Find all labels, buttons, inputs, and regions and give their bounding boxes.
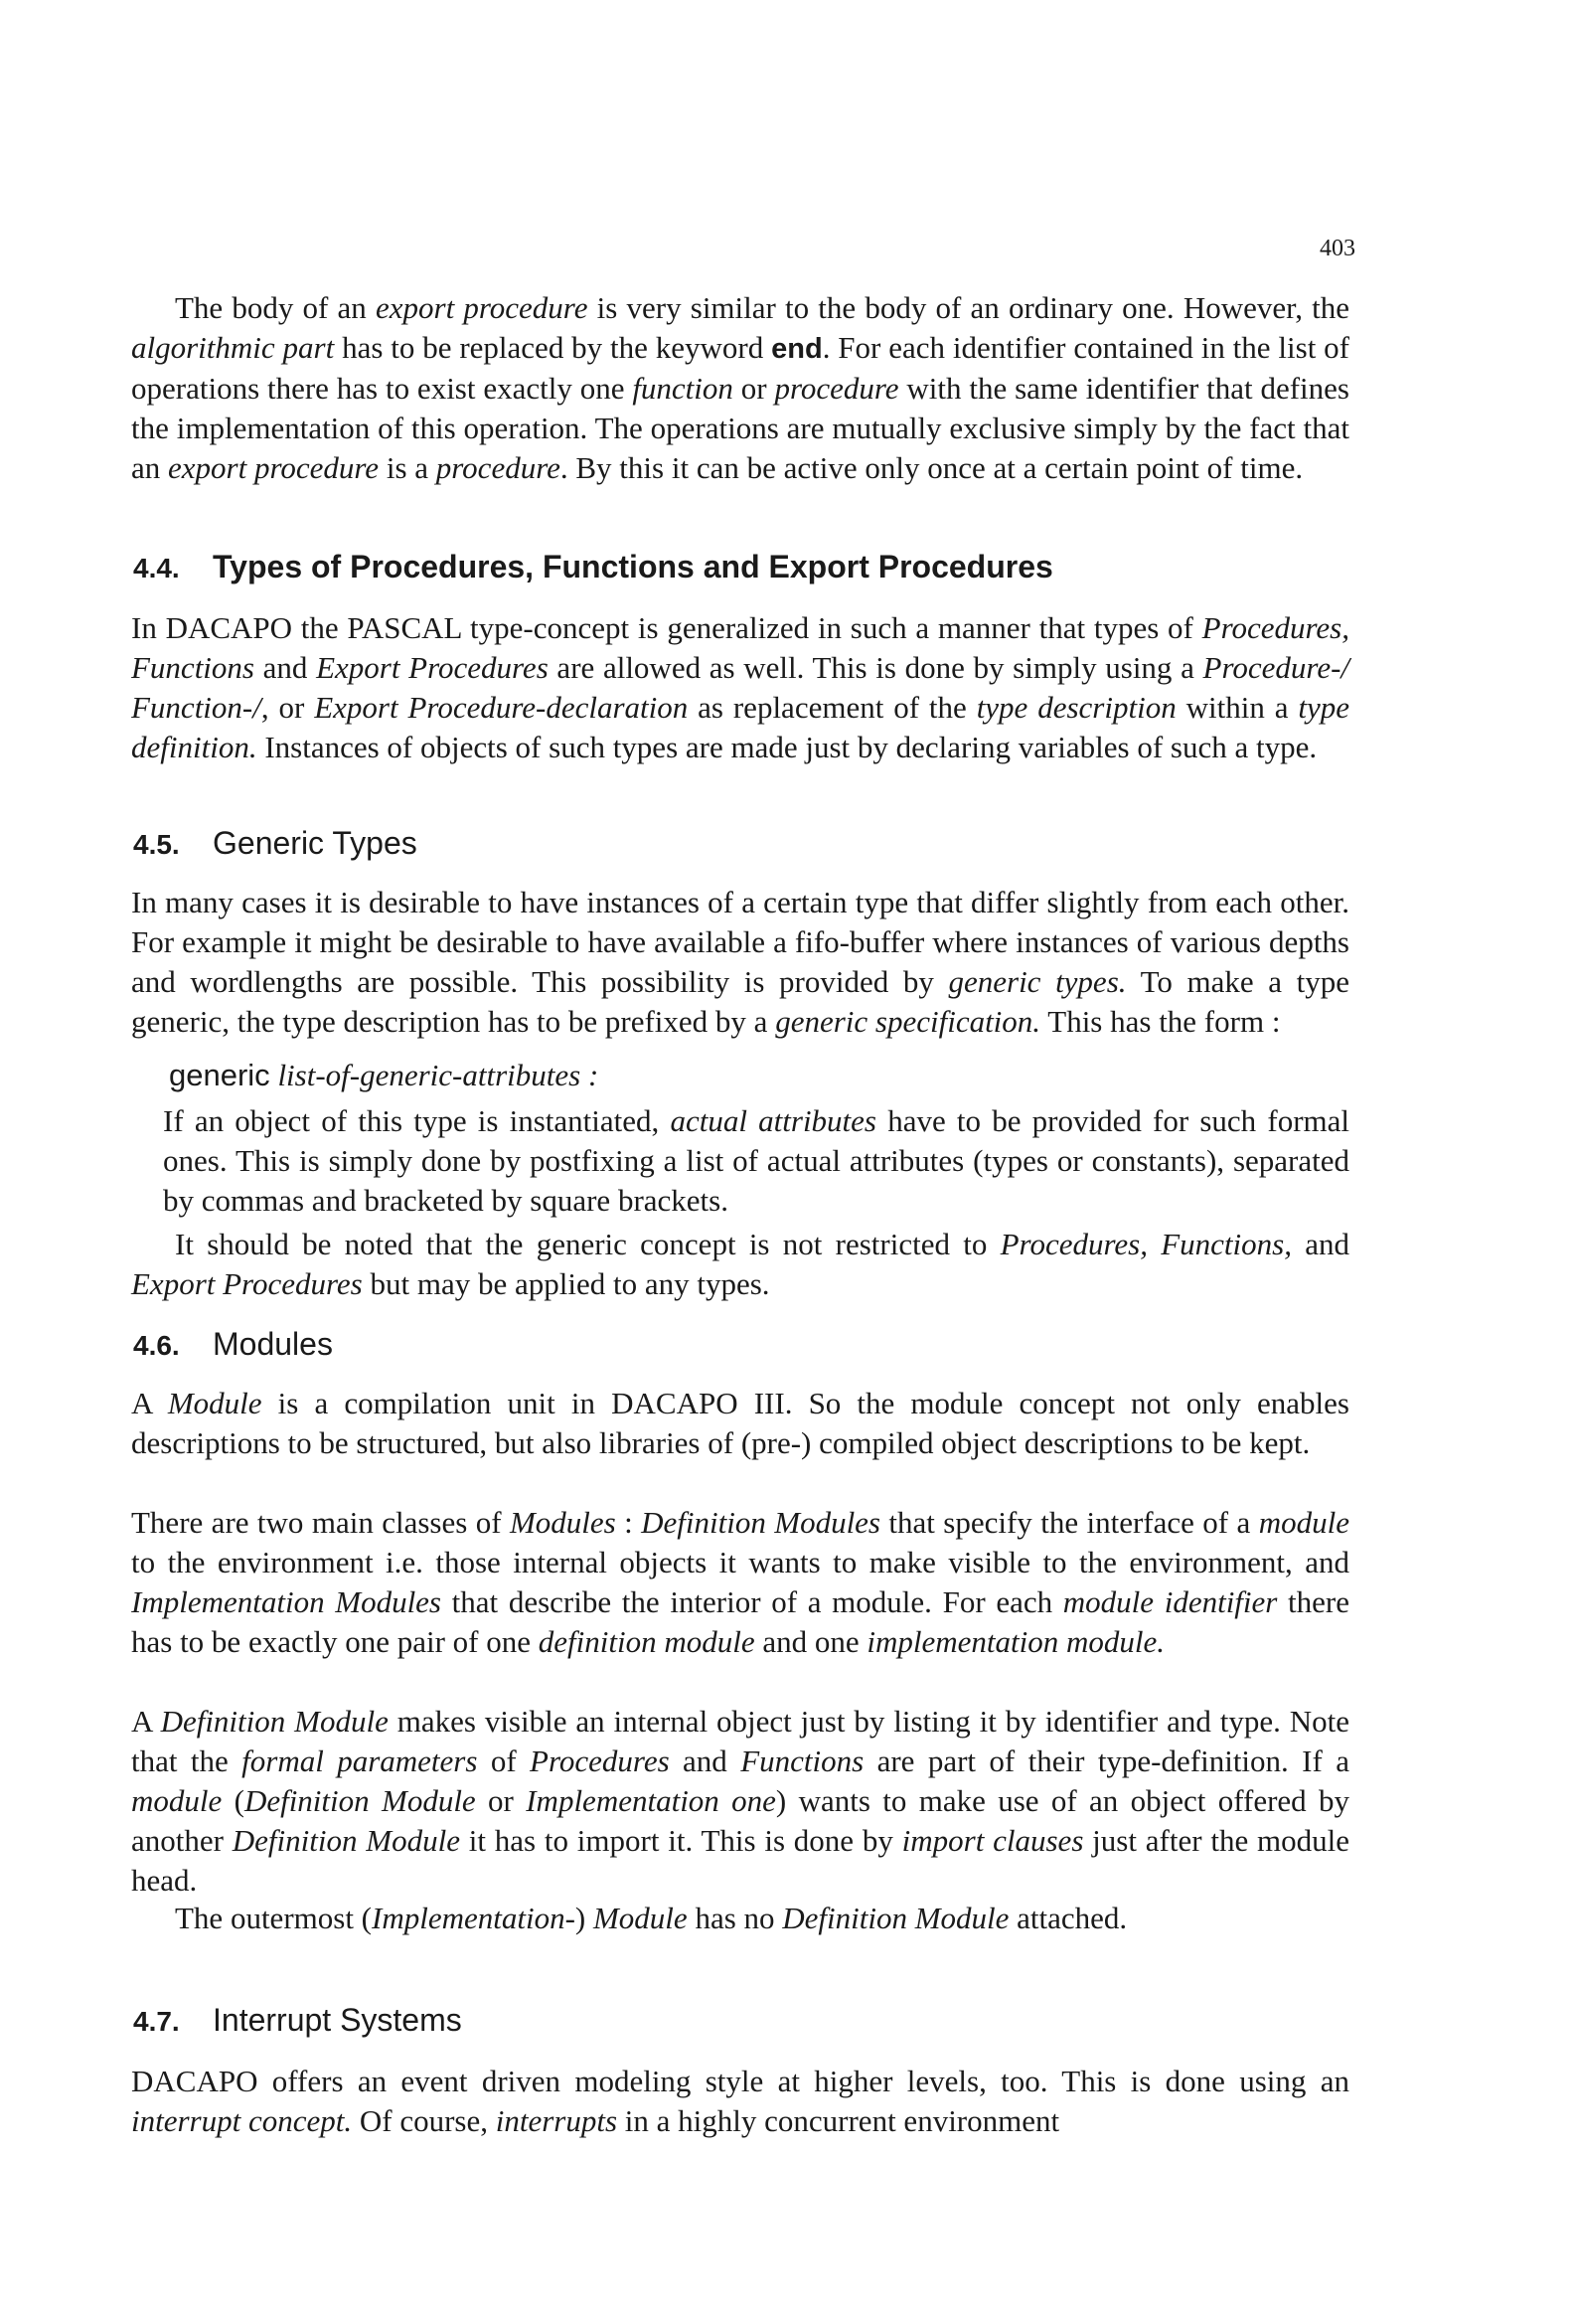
text-run: . By this it can be active only once at a certain point of time.: [559, 450, 1304, 485]
text-run: and: [254, 650, 317, 685]
text-run: but may be applied to any types.: [362, 1266, 770, 1301]
emphasis: Export Procedures: [316, 650, 549, 685]
text-run: A: [131, 1704, 161, 1739]
text-run: If an object of this type is instantiated,: [163, 1103, 671, 1138]
emphasis: Implementation one: [526, 1783, 776, 1818]
text-run: of: [477, 1743, 531, 1778]
intro-paragraph: [131, 288, 1349, 488]
text-run: that specify the interface of a: [880, 1505, 1259, 1540]
emphasis: type description: [976, 690, 1177, 725]
emphasis: procedure: [435, 450, 560, 485]
emphasis: export procedure: [168, 450, 380, 485]
text-run: are allowed as well. This is done by simply using a: [548, 650, 1203, 685]
text-run: within a: [1176, 690, 1299, 725]
page-number: 403: [1320, 236, 1355, 261]
section-heading-4-6: [133, 1324, 333, 1366]
text-run: and: [669, 1743, 741, 1778]
emphasis: implementation module.: [867, 1624, 1165, 1659]
text-run: A: [131, 1386, 168, 1420]
text-run: with the same identifier that defines the implementation of this operation. The operations are mutually exclusive simply by the fact that an: [131, 371, 1349, 485]
emphasis: Procedures: [530, 1743, 670, 1778]
emphasis: module: [131, 1783, 223, 1818]
section-title: Interrupt Systems: [213, 2002, 462, 2038]
text-run: has no: [687, 1901, 783, 1935]
text-run: (: [222, 1783, 244, 1818]
emphasis: Definition Module: [232, 1823, 460, 1858]
section-4-6-paragraph-4: [131, 1899, 1349, 1938]
section-number: 4.6.: [133, 1330, 180, 1361]
section-title: Modules: [213, 1326, 333, 1362]
text-run: is a: [379, 450, 436, 485]
text-run: , or: [260, 690, 315, 725]
emphasis: Procedures, Functions: [131, 610, 1349, 685]
emphasis: Module: [592, 1901, 688, 1935]
keyword: end: [771, 333, 823, 365]
emphasis: generic specification.: [775, 1004, 1041, 1039]
keyword: generic: [169, 1058, 270, 1092]
emphasis: formal parameters: [241, 1743, 478, 1778]
text-run: or: [475, 1783, 527, 1818]
text-run: is very similar to the body of an ordinary one. However, the: [587, 290, 1350, 325]
section-heading-4-7: [133, 2000, 462, 2042]
emphasis: actual attributes: [670, 1103, 876, 1138]
emphasis: interrupt concept.: [131, 2103, 353, 2138]
text-run: just after the module head.: [131, 1823, 1349, 1898]
emphasis: Export Procedure-declaration: [314, 690, 689, 725]
text-run: This has the form :: [1040, 1004, 1281, 1039]
text-run: The body of an: [175, 290, 376, 325]
section-4-5-paragraph-2: [131, 1101, 1349, 1221]
text-run: Of course,: [352, 2103, 496, 2138]
text-run: It should be noted that the generic concept is not restricted to: [175, 1227, 1001, 1261]
section-4-5-paragraph-3: [131, 1225, 1349, 1304]
text-run: ): [574, 1901, 593, 1935]
text-run: there has to be exactly one pair of one: [131, 1584, 1350, 1659]
text-run: DACAPO offers an event driven modeling style at higher levels, too. This is done using an: [131, 2064, 1349, 2098]
text-run: makes visible an internal object just by listing it by identifier and type. Note that the: [131, 1704, 1350, 1778]
emphasis: definition module: [538, 1624, 755, 1659]
text-run: are part of their type-definition. If a: [864, 1743, 1349, 1778]
emphasis: function: [632, 371, 733, 406]
emphasis: algorithmic part: [131, 330, 335, 365]
text-run: in a highly concurrent environment: [617, 2103, 1060, 2138]
text-run: and: [1291, 1227, 1349, 1261]
emphasis: export procedure: [375, 290, 588, 325]
text-run: In many cases it is desirable to have instances of a certain type that differ slightly from each other. For example it might be desirable to have available a fifo-buffer where instances of various depths and wordlengths are possible. This possibility is provided by: [131, 885, 1349, 999]
emphasis: Definition Module: [782, 1901, 1010, 1935]
emphasis: procedure: [774, 371, 899, 406]
emphasis: Modules: [509, 1505, 616, 1540]
text-run: as replacement of the: [688, 690, 977, 725]
text-run: :: [615, 1505, 642, 1540]
text-run: and one: [754, 1624, 867, 1659]
section-title: Generic Types: [213, 825, 417, 861]
text-run: attached.: [1009, 1901, 1128, 1935]
emphasis: generic types.: [948, 964, 1127, 999]
section-4-7-paragraph: [131, 2062, 1349, 2141]
emphasis: Implementation-: [372, 1901, 575, 1935]
emphasis: list-of-generic-attributes :: [277, 1058, 599, 1092]
emphasis: type definition.: [131, 690, 1349, 764]
emphasis: interrupts: [495, 2103, 618, 2138]
section-number: 4.4.: [133, 553, 180, 583]
section-heading-4-5: [133, 823, 417, 865]
text-run: to the environment i.e. those internal objects it wants to make visible to the environment, and: [131, 1545, 1349, 1579]
emphasis: Definition Module: [243, 1783, 476, 1818]
text-run: or: [732, 371, 775, 406]
text-run: is a compilation unit in DACAPO III. So the module concept not only enables descriptions to be structured, but also libraries of (pre-) compiled object descriptions to be kept.: [131, 1386, 1349, 1460]
emphasis: Procedures, Functions,: [1000, 1227, 1292, 1261]
text-run: To make a type generic, the type description has to be prefixed by a: [131, 964, 1349, 1039]
section-heading-4-4: [133, 547, 1053, 588]
emphasis: module identifier: [1062, 1584, 1278, 1619]
section-title: Types of Procedures, Functions and Export Procedures: [213, 549, 1053, 584]
emphasis: import clauses: [901, 1823, 1084, 1858]
text-run: has to be replaced by the keyword: [334, 330, 772, 365]
emphasis: Procedure-/ Function-/: [131, 650, 1350, 725]
text-run: There are two main classes of: [131, 1505, 510, 1540]
emphasis: Definition Modules: [641, 1505, 880, 1540]
emphasis: Implementation Modules: [131, 1584, 441, 1619]
text-run: The outermost (: [175, 1901, 373, 1935]
text-run: it has to import it. This is done by: [459, 1823, 902, 1858]
emphasis: Functions: [740, 1743, 865, 1778]
section-4-4-paragraph: [131, 608, 1349, 767]
text-run: Instances of objects of such types are made just by declaring variables of such a type.: [256, 730, 1318, 764]
text-run: In DACAPO the PASCAL type-concept is generalized in such a manner that types of: [131, 610, 1202, 645]
emphasis: Export Procedures: [131, 1266, 363, 1301]
generic-form-line: [169, 1056, 1349, 1095]
emphasis: Definition Module: [160, 1704, 389, 1739]
section-4-6-paragraph-1: [131, 1384, 1349, 1463]
section-4-6-paragraph-2: [131, 1503, 1349, 1662]
emphasis: module: [1258, 1505, 1349, 1540]
section-4-6-paragraph-3: [131, 1702, 1349, 1901]
emphasis: Module: [167, 1386, 262, 1420]
section-4-5-paragraph-1: [131, 883, 1349, 1042]
section-number: 4.7.: [133, 2006, 180, 2037]
text-run: have to be provided for such formal ones. This is simply done by postfixing a list of actual attributes (types or constants), separated by commas and bracketed by square brackets.: [163, 1103, 1350, 1218]
text-run: that describe the interior of a module. For each: [441, 1584, 1063, 1619]
text-run: ) wants to make use of an object offered by another: [131, 1783, 1350, 1858]
section-number: 4.5.: [133, 829, 180, 860]
text-run: . For each identifier contained in the list of operations there has to exist exactly one: [131, 330, 1350, 406]
